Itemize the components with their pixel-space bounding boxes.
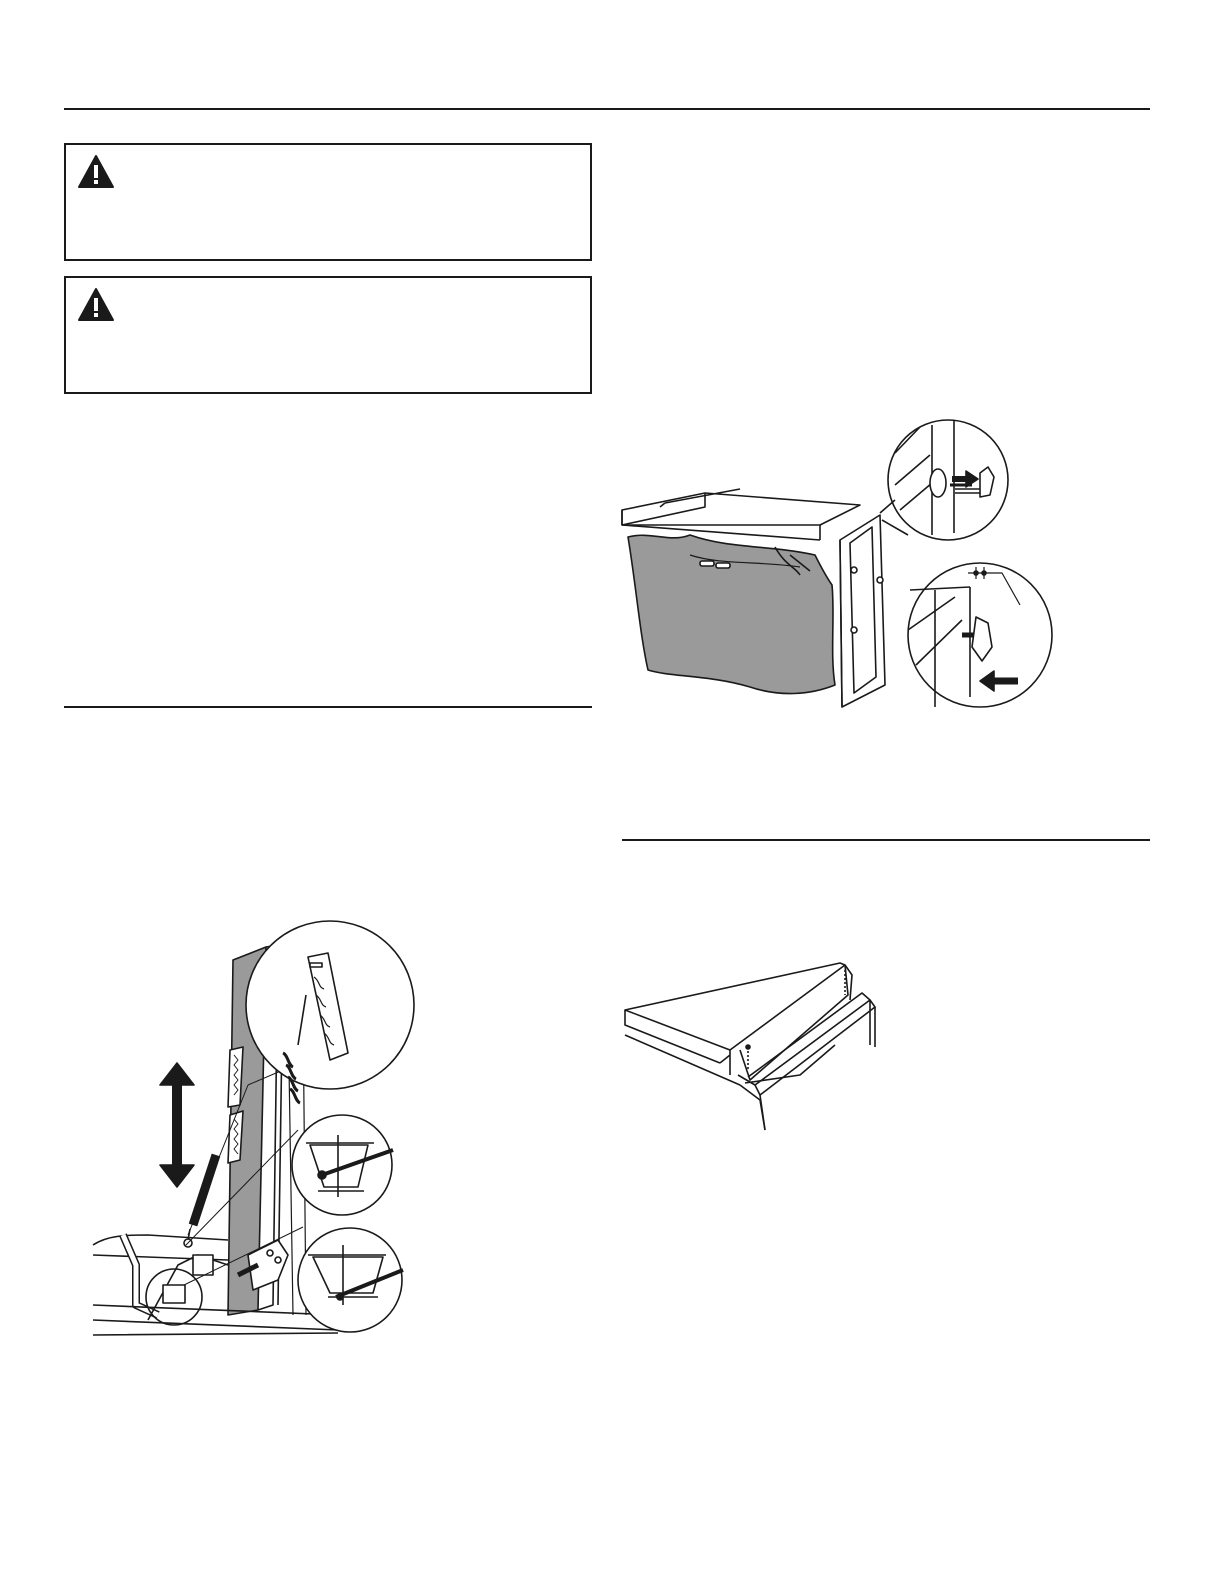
warning-triangle-icon	[78, 288, 114, 322]
oven-cabinet-figure	[610, 415, 1060, 715]
door-spring-figure	[88, 935, 418, 1345]
warning-box-1	[64, 143, 592, 261]
warning-box-2	[64, 276, 592, 394]
cabinet-trim-figure	[620, 955, 890, 1135]
warning-triangle-icon	[78, 155, 114, 189]
section-rule-right	[622, 839, 1150, 841]
section-rule-left	[64, 706, 592, 708]
header-rule	[64, 108, 1150, 110]
